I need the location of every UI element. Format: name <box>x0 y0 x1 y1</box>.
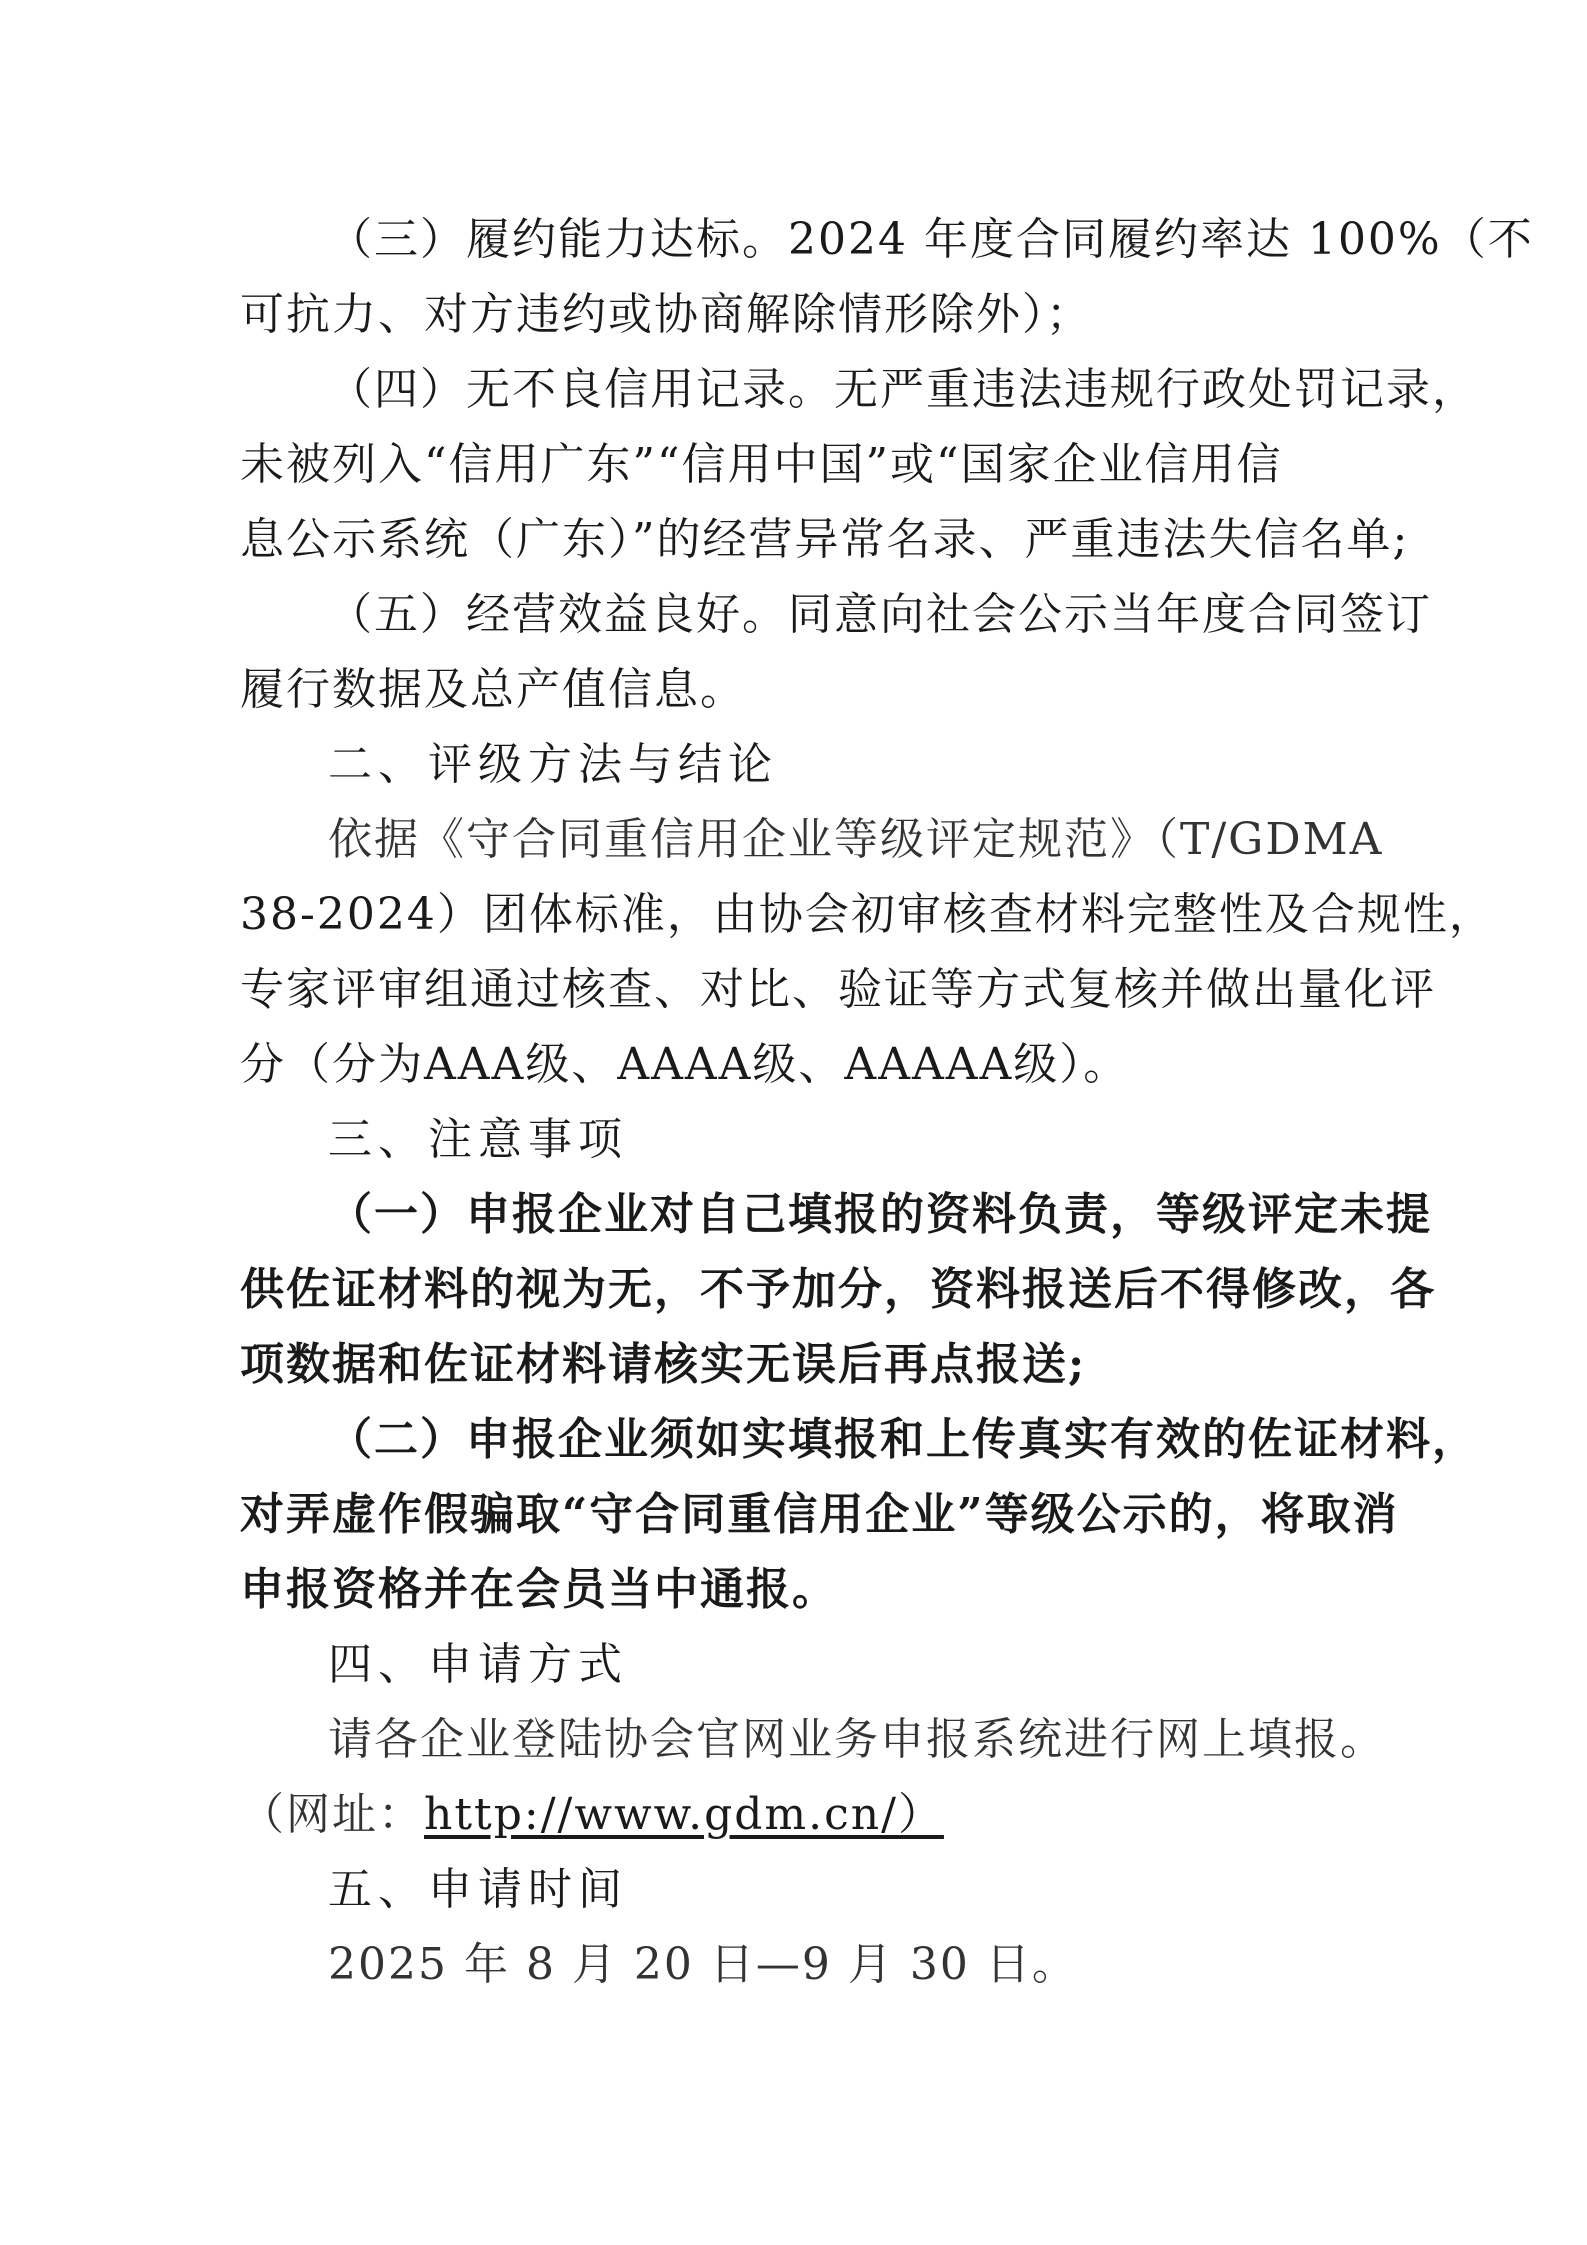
para-3-line-2: 可抗力、对方违约或协商解除情形除外）； <box>240 289 1092 340</box>
para-4-line-2: 未被列入“信用广东”“信用中国”或“国家企业信用信 <box>240 439 1283 490</box>
section-4-heading: 四、申请方式 <box>328 1639 628 1690</box>
section-3-item-1-line-3: 项数据和佐证材料请核实无误后再点报送; <box>240 1339 1087 1390</box>
section-2-line-4: 分（分为AAA级、AAAA级、AAAAA级）。 <box>240 1039 1130 1090</box>
section-3-item-1-line-2: 供佐证材料的视为无，不予加分，资料报送后不得修改，各 <box>240 1264 1436 1315</box>
section-4-line-2 <box>240 1785 944 1845</box>
para-4-line-3: 息公示系统（广东）”的经营异常名录、严重违法失信名单; <box>240 514 1410 565</box>
section-4-line-1: 请各企业登陆协会官网业务申报系统进行网上填报。 <box>328 1714 1386 1765</box>
section-3-item-1-line-1: （一）申报企业对自己填报的资料负责，等级评定未提 <box>328 1189 1432 1240</box>
section-5-heading: 五、申请时间 <box>328 1864 628 1915</box>
section-3-item-2-line-2: 对弄虚作假骗取“守合同重信用企业”等级公示的，将取消 <box>240 1489 1399 1540</box>
section-3-heading: 三、注意事项 <box>328 1114 628 1165</box>
section-2-heading: 二、评级方法与结论 <box>328 739 778 790</box>
section-3-item-2-line-3: 申报资格并在会员当中通报。 <box>240 1564 838 1615</box>
para-3-line-1: （三）履约能力达标。2024 年度合同履约率达 100%（不 <box>328 214 1534 265</box>
para-5-line-1: （五）经营效益良好。同意向社会公示当年度合同签订 <box>328 589 1432 640</box>
section-2-line-3: 专家评审组通过核查、对比、验证等方式复核并做出量化评 <box>240 964 1436 1015</box>
section-5-line-1: 2025 年 8 月 20 日—9 月 30 日。 <box>328 1939 1078 1990</box>
website-link[interactable]: http://www.gdm.cn/） <box>424 1789 944 1840</box>
section-2-line-1: 依据《守合同重信用企业等级评定规范》（T/GDMA <box>328 814 1384 865</box>
section-3-item-2-line-1: （二）申报企业须如实填报和上传真实有效的佐证材料， <box>328 1414 1478 1465</box>
para-5-line-2: 履行数据及总产值信息。 <box>240 664 746 715</box>
section-2-line-2: 38-2024）团体标准，由协会初审核查材料完整性及合规性， <box>240 889 1495 940</box>
para-4-line-1: （四）无不良信用记录。无严重违法违规行政处罚记录， <box>328 364 1478 415</box>
url-prefix-label: （网址： <box>240 1789 424 1840</box>
